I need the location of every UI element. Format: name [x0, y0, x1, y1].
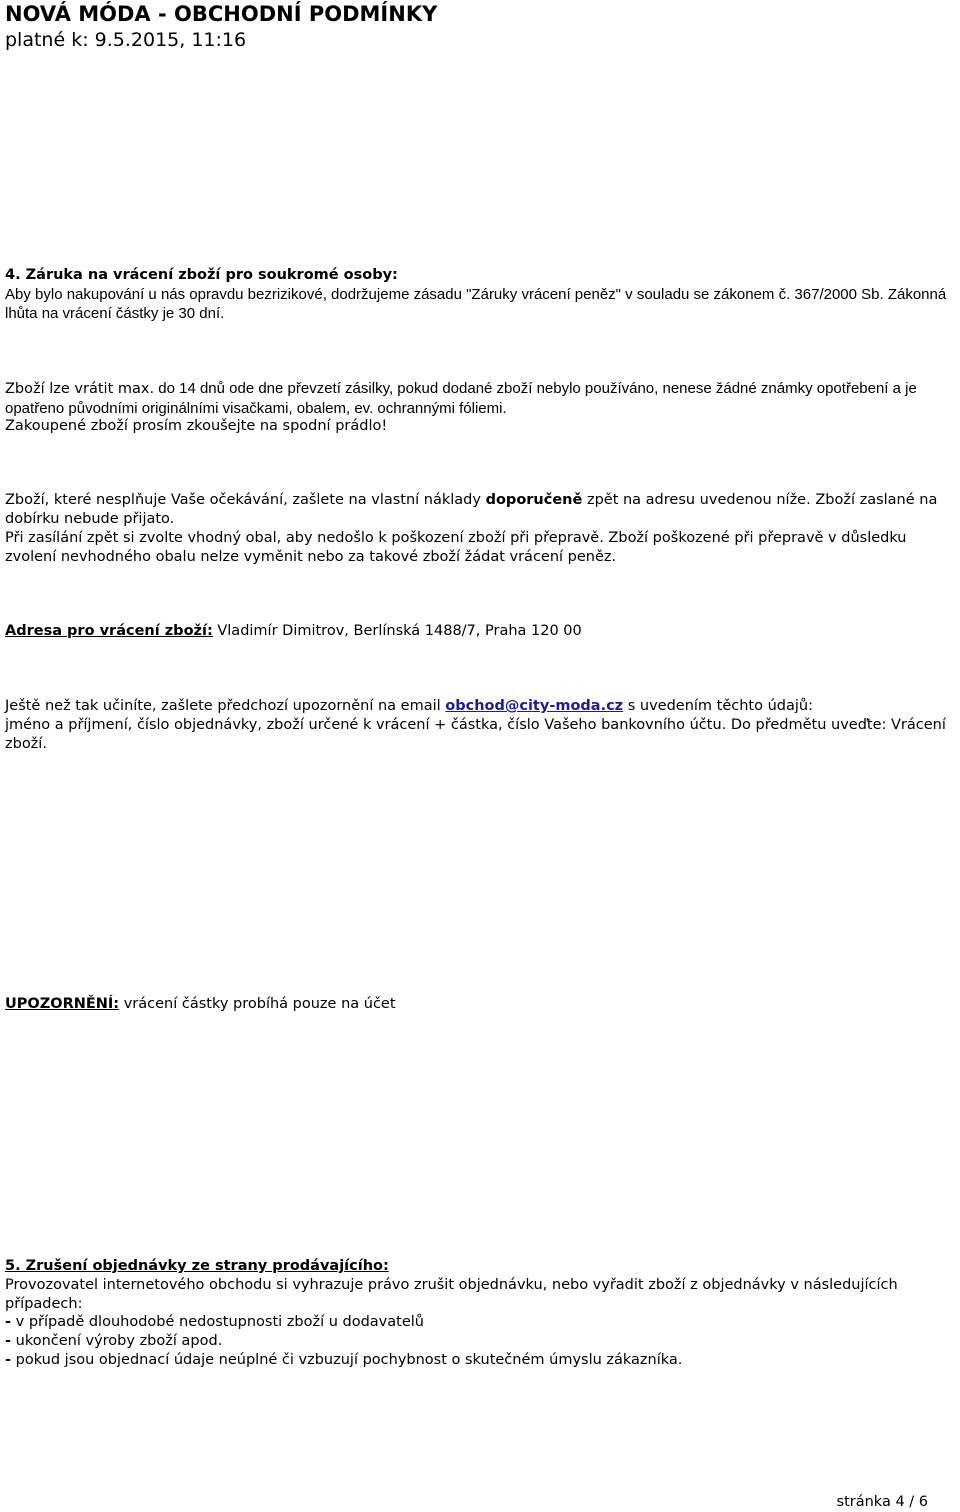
- list-dash: -: [5, 1352, 12, 1368]
- list-dash: -: [5, 1333, 12, 1349]
- email-notice: [5, 697, 950, 716]
- section-4-intro: Aby bylo nakupování u nás opravdu bezrizikové, dodržujeme zásadu "Záruky vrácení peněz" v souladu se zákonem č. 367/2000 Sb. Zákonná lhůta na vrácení částky je 30 dní.: [5, 286, 947, 322]
- warning-text: vrácení částky probíhá pouze na účet: [119, 996, 396, 1012]
- return-lead: Zboží lze vrátit max.: [5, 381, 155, 397]
- unmet-expectations: [5, 491, 950, 529]
- notice-after: s uvedením těchto údajů:: [623, 698, 813, 714]
- notice-before: Ještě než tak učiníte, zašlete předchozí upozornění na email: [5, 698, 446, 714]
- warning: [5, 995, 950, 1014]
- list-item: [5, 1313, 950, 1332]
- address-value: Vladimír Dimitrov, Berlínská 1488/7, Praha 120 00: [212, 623, 582, 639]
- list-item: [5, 1351, 950, 1370]
- document-title: NOVÁ MÓDA - OBCHODNÍ PODMÍNKY: [5, 2, 438, 26]
- list-text: ukončení výroby zboží apod.: [11, 1333, 223, 1349]
- list-text: v případě dlouhodobé nedostupnosti zboží u dodavatelů: [11, 1314, 424, 1330]
- list-text: pokud jsou objednací údaje neúplné či vzbuzují pochybnost o skutečném úmyslu zákazníka.: [11, 1352, 683, 1368]
- section-5-heading: 5. Zrušení objednávky ze strany prodávajícího:: [5, 1258, 389, 1274]
- validity-date: platné k: 9.5.2015, 11:16: [5, 29, 247, 51]
- page-number: stránka 4 / 6: [836, 1494, 928, 1510]
- underwear-note: Zakoupené zboží prosím zkoušejte na spodní prádlo!: [5, 418, 388, 434]
- notice-details: jméno a příjmení, číslo objednávky, zboží určené k vrácení + částka, číslo Vašeho bankovního účtu. Do předmětu uveďte: Vrácení zboží.: [5, 717, 946, 752]
- list-item: [5, 1332, 950, 1351]
- unmet-before: Zboží, které nesplňuje Vaše očekávání, zašlete na vlastní náklady: [5, 492, 486, 508]
- unmet-bold: doporučeně: [485, 492, 583, 508]
- list-dash: -: [5, 1314, 12, 1330]
- return-rest: do 14 dnů ode dne převzetí zásilky, pokud dodané zboží nebylo používáno, nenese žádné známky opotřebení a je opatřeno původními originálními visačkami, obalem, ev. ochrannými fóliemi.: [5, 380, 917, 417]
- warning-label: UPOZORNĚNÍ:: [5, 996, 120, 1012]
- section-4-heading: 4. Záruka na vrácení zboží pro soukromé osoby:: [5, 267, 398, 283]
- packaging-note: Při zasílání zpět si zvolte vhodný obal, aby nedošlo k poškození zboží při přepravě. Zboží poškozené při přepravě v důsledku zvolení nevhodného obalu nelze vyměnit nebo za takové zboží žádat vrácení peněz.: [5, 530, 907, 565]
- unmet-after: zpět na adresu uvedenou níže. Zboží zaslané na dobírku nebude přijato.: [5, 492, 938, 527]
- email-link[interactable]: obchod@city-moda.cz: [445, 698, 624, 714]
- address-label: Adresa pro vrácení zboží:: [5, 623, 213, 639]
- return-conditions: [5, 379, 950, 418]
- section-5-intro: Provozovatel internetového obchodu si vyhrazuje právo zrušit objednávku, nebo vyřadit zboží z objednávky v následujících případech:: [5, 1277, 898, 1312]
- return-address: [5, 622, 950, 641]
